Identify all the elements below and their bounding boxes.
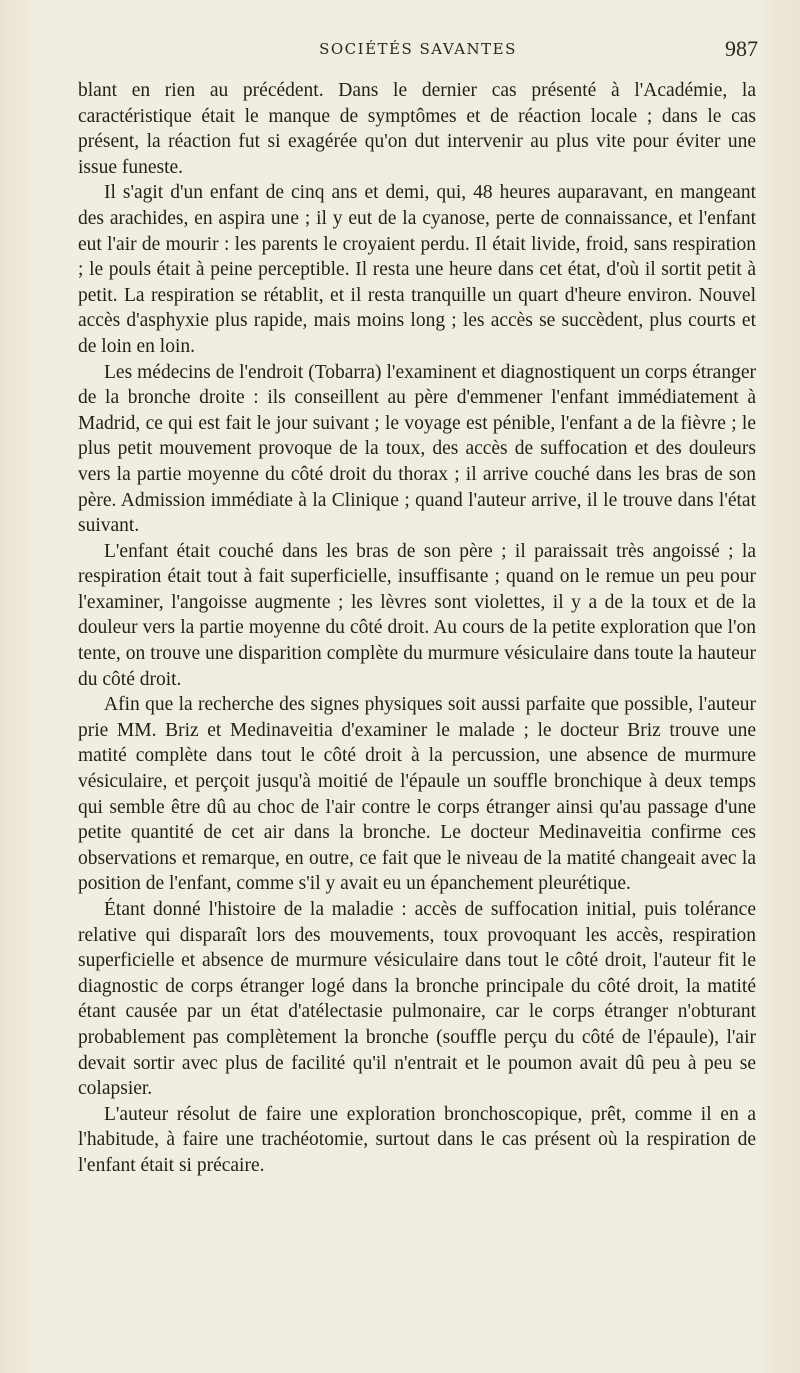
paragraph-child-condition: L'enfant était couché dans les bras de son père ; il paraissait très angoissé ; la respiration était tout à fait superficielle, insuffisante ; quand on le remue un peu pour l'examiner, l'angoisse augmente ; les lèvres sont violettes, il y a de la toux et de la douleur vers la partie moyenne du côté droit. Au cours de la petite exploration que l'on tente, on trouve une disparition complète du murmure vésiculaire dans toute la hauteur du côté droit. — [78, 540, 756, 690]
page-header — [78, 36, 758, 66]
paragraph-diagnosis: Étant donné l'histoire de la maladie : accès de suffocation initial, puis tolérance relative qui disparaît lors des mouvements, toux provoquant les accès, respiration superficielle et absence de murmure vésiculaire dans tout le côté droit, l'auteur fit le diagnostic de corps étranger logé dans la bronche principale du côté droit, la matité étant causée par un état d'atélectasie pulmonaire, car le corps étranger n'obturant probablement pas complètement la bronche (souffle perçu du côté de l'épaule), l'air devait sortir avec plus de facilité qu'il n'entrait et le poumon avait dû peu à peu se colapsier. — [78, 899, 756, 1100]
paragraph-bronchoscopy: L'auteur résolut de faire une exploration bronchoscopique, prêt, comme il en a l'habitude, à faire une trachéotomie, surtout dans le cas présent où la respiration de l'enfant était si précaire. — [78, 1103, 756, 1176]
running-title: SOCIÉTÉS SAVANTES — [319, 40, 517, 58]
paragraph-case-history: Il s'agit d'un enfant de cinq ans et demi, qui, 48 heures auparavant, en mangeant des arachides, en aspira une ; il y eut de la cyanose, perte de connaissance, et l'enfant eut l'air de mourir : les parents le croyaient perdu. Il était livide, froid, sans respiration ; le pouls était à peine perceptible. Il resta une heure dans cet état, d'où il sortit petit à petit. La respiration se rétablit, et il resta tranquille un quart d'heure environ. Nouvel accès d'asphyxie plus rapide, mais moins long ; les accès se succèdent, plus courts et de loin en loin. — [78, 182, 756, 357]
body-text — [78, 78, 756, 1179]
paragraph-physical-signs: Afin que la recherche des signes physiques soit aussi parfaite que possible, l'auteur prie MM. Briz et Medinaveitia d'examiner le malade ; le docteur Briz trouve une matité complète dans tout le côté droit à la percussion, une absence de murmure vésiculaire, et perçoit jusqu'à moitié de l'épaule un souffle bronchique à deux temps qui semble être dû au choc de l'air contre le corps étranger ainsi qu'au passage d'une petite quantité de cet air dans la bronche. Le docteur Medinaveitia confirme ces observations et remarque, en outre, ce fait que le niveau de la matité changeait avec la position de l'enfant, comme s'il y avait eu un épanchement pleurétique. — [78, 694, 756, 895]
paragraph-continuation: blant en rien au précédent. Dans le dernier cas présenté à l'Académie, la caractéristique était le manque de symptômes et de réaction locale ; dans le cas présent, la réaction fut si exagérée qu'on dut intervenir au plus vite pour éviter une issue funeste. — [78, 80, 756, 178]
page-number: 987 — [725, 36, 758, 61]
paragraph-local-doctors: Les médecins de l'endroit (Tobarra) l'examinent et diagnostiquent un corps étranger de la bronche droite : ils conseillent au père d'emmener l'enfant immédiatement à Madrid, ce qui est fait le jour suivant ; le voyage est pénible, l'enfant a de la fièvre ; le plus petit mouvement provoque de la toux, des accès de suffocation et des douleurs vers la partie moyenne du côté droit du thorax ; il arrive couché dans les bras de son père. Admission immédiate à la Clinique ; quand l'auteur arrive, il le trouve dans l'état suivant. — [78, 361, 756, 537]
